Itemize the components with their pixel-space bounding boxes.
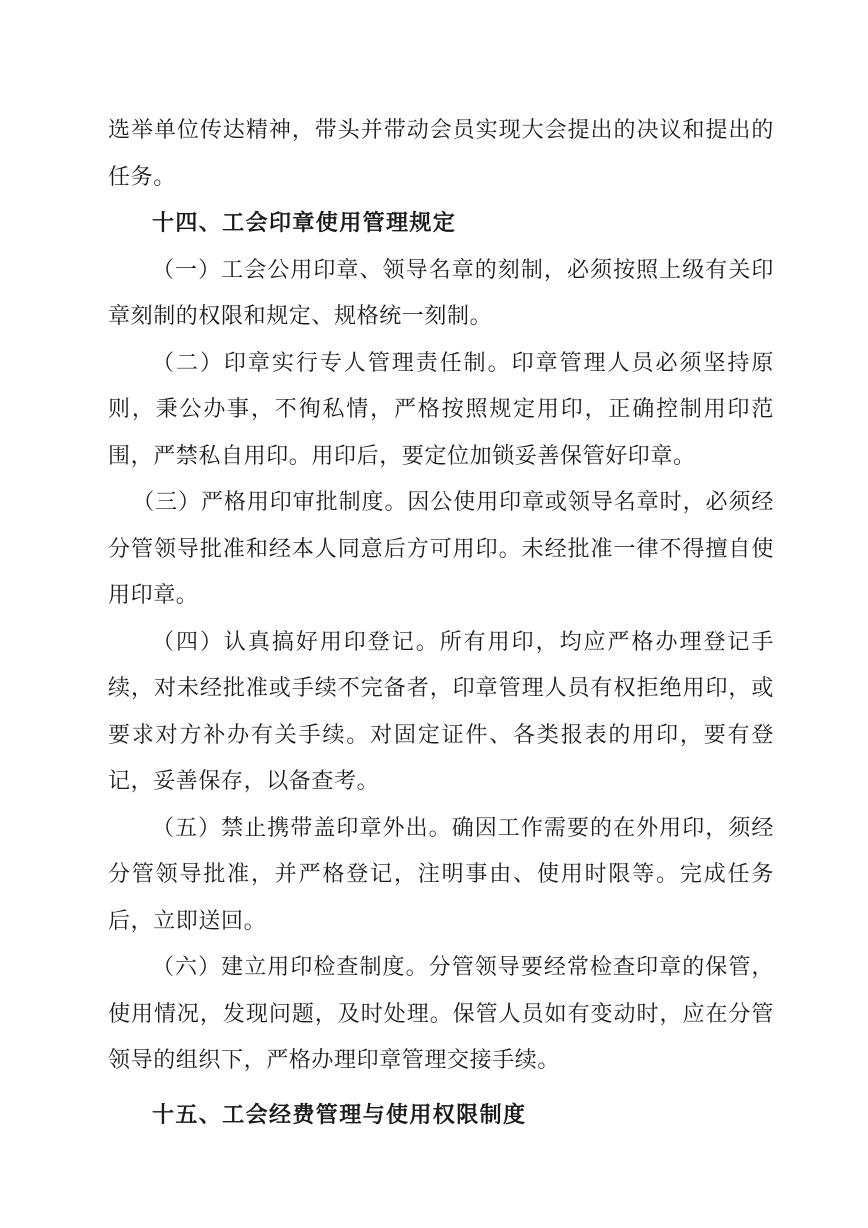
paragraph-continuation: 选举单位传达精神，带头并带动会员实现大会提出的决议和提出的任务。 — [108, 118, 774, 190]
paragraph-item-5: （五）禁止携带盖印章外出。确因工作需要的在外用印，须经分管领导批准，并严格登记，注明事由、使用时限等。完成任务后，立即送回。 — [108, 815, 774, 934]
paragraph-item-1: （一）工会公用印章、领导名章的刻制，必须按照上级有关印章刻制的权限和规定、规格统一刻制。 — [108, 257, 774, 329]
paragraph-item-4: （四）认真搞好用印登记。所有用印，均应严格办理登记手续，对未经批准或手续不完备者，印章管理人员有权拒绝用印，或要求对方补办有关手续。对固定证件、各类报表的用印，要有登记，妥善保存，以备查考。 — [108, 629, 774, 794]
paragraph-item-6: （六）建立用印检查制度。分管领导要经常检查印章的保管，使用情况，发现问题，及时处理。保管人员如有变动时，应在分管领导的组织下，严格办理印章管理交接手续。 — [108, 955, 774, 1073]
paragraph-item-3: （三）严格用印审批制度。因公使用印章或领导名章时，必须经分管领导批准和经本人同意后方可用印。未经批准一律不得擅自使用印章。 — [108, 490, 774, 608]
section-heading-15: 十五、工会经费管理与使用权限制度 — [152, 1102, 527, 1128]
paragraph-item-2: （二）印章实行专人管理责任制。印章管理人员必须坚持原则，秉公办事，不徇私情，严格按照规定用印，正确控制用印范围，严禁私自用印。用印后，要定位加锁妥善保管好印章。 — [108, 350, 774, 469]
document-body — [108, 108, 774, 1139]
section-heading-14: 十四、工会印章使用管理规定 — [152, 211, 457, 236]
